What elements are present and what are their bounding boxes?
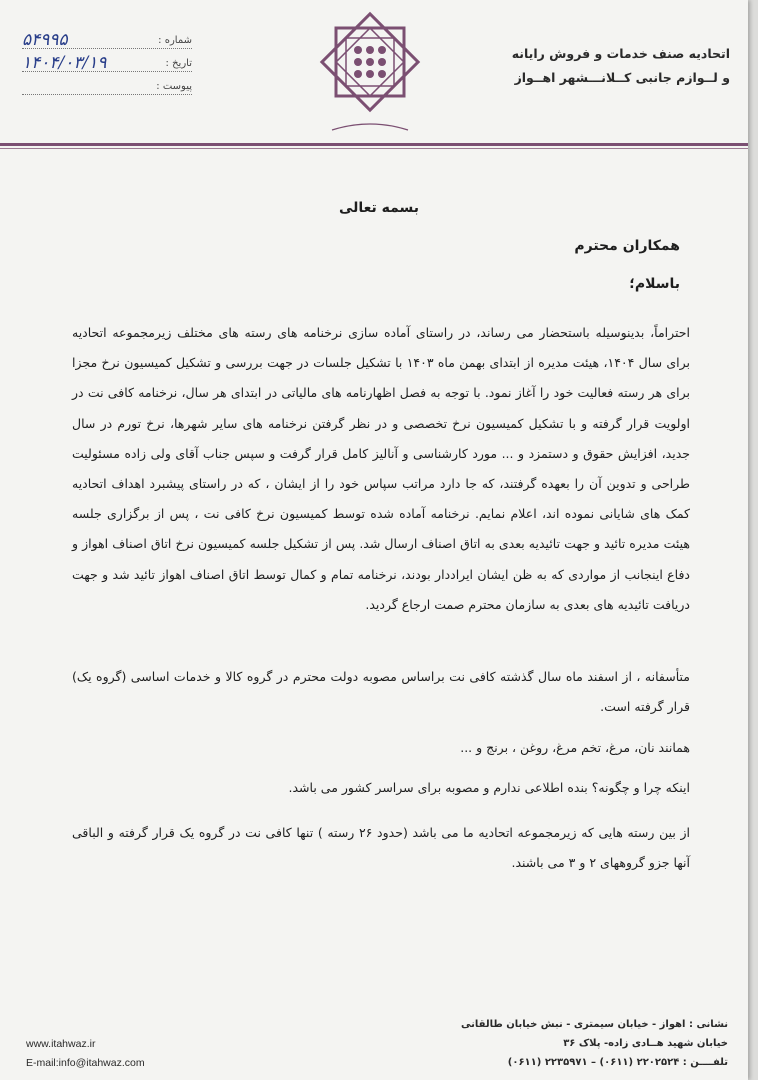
union-logo-emblem <box>318 6 422 146</box>
header-divider <box>0 143 748 146</box>
phone-line: تلفــــن : ۲۲۰۲۵۲۴ (۰۶۱۱) – ۲۲۳۵۹۷۱ (۰۶۱۱) <box>507 1057 728 1068</box>
email-link[interactable]: E-mail:info@itahwaz.com <box>26 1057 145 1069</box>
date-value: ۱۴۰۴/۰۳/۱۹ <box>22 53 107 73</box>
date-row <box>22 51 192 72</box>
address-line-2: خیابان شهید هــادی زاده- پلاک ۳۶ <box>563 1038 728 1049</box>
website-link[interactable]: www.itahwaz.ir <box>26 1038 96 1050</box>
reference-block <box>22 28 192 97</box>
org-line-2: و لــوازم جانبی کــلانـــشهر اهــواز <box>514 70 730 85</box>
paragraph-5: از بین رسته هایی که زیرمجموعه اتحادیه ما می باشد (حدود ۲۶ رسته ) تنها کافی نت در گروه یک قرار گرفته و الباقی آنها جزو گروههای ۲ و ۳ می باشند. <box>72 825 690 870</box>
number-label: شماره : <box>158 35 192 46</box>
date-label: تاریخ : <box>165 58 192 69</box>
organisation-name <box>430 42 730 90</box>
attachment-label: پیوست : <box>156 81 192 92</box>
paragraph-4: اینکه چرا و چگونه؟ بنده اطلاعی ندارم و مصوبه برای سراسر کشور می باشد. <box>288 780 690 795</box>
union-logo <box>318 6 422 146</box>
number-value: ۵۴۹۹۵ <box>22 30 68 50</box>
greeting: باسلام؛ <box>629 276 680 292</box>
header-divider-thin <box>0 148 748 149</box>
footer-contact <box>26 1035 145 1073</box>
invocation: بسمه تعالی <box>338 200 420 216</box>
address-line-1: نشانی : اهواز - خیابان سیمتری - نبش خیابان طالقانی <box>461 1019 728 1030</box>
number-row <box>22 28 192 49</box>
org-line-1: اتحادیه صنف خدمات و فروش رایانه <box>511 46 730 61</box>
salutation: همکاران محترم <box>574 238 680 254</box>
paragraph-1: احتراماً، بدینوسیله باستحضار می رساند، در راستای آماده سازی نرخنامه های رسته های مختلف زیرمجموعه اتحادیه برای سال ۱۴۰۴، هیئت مدیره از ابتدای بهمن ماه ۱۴۰۳ با تشکیل جلسات در جهت بررسی و تشکیل کمیسیون نرخ مجزا برای هر رسته فعالیت خود را آغاز نمود. با توجه به فصل اظهارنامه های مالیاتی در ابتدای هر سال، نرخنامه کافی نت در اولویت قرار گرفته و با تشکیل کمیسیون نرخ تخصصی و در نظر گرفتن نرخنامه های سایر شهرها، نرخ تورم در سال جدید، افزایش حقوق و دستمزد و ... مورد کارشناسی و آنالیز کامل قرار گرفت و سپس جناب آقای ولی زاده مسئولیت طراحی و تدوین آن را بعهده گرفتند، که جا دارد مراتب سپاس خود را از ایشان ، که در راستای پیشبرد اهداف اتحادیه کمک های شایانی نموده اند، اعلام نمایم. نرخنامه آماده شده توسط کمیسیون نرخ کافی نت ، پس از برگزاری جلسه هیئت مدیره تائید و جهت تائیدیه بعدی به اتاق اصناف ارسال شد. پس از تشکیل جلسه کمیسیون نرخ اتاق اصناف اهواز و دفاع اینجانب از مواردی که به ظن ایشان ایراددار بودند، نرخنامه تمام و کمال توسط اتاق اصناف اهواز تائید شد و جهت دریافت تائیدیه های بعدی به سازمان محترم صمت ارجاع گردید. <box>72 325 690 612</box>
paragraph-2: متأسفانه ، از اسفند ماه سال گذشته کافی نت براساس مصوبه دولت محترم در گروه کالا و خدمات اساسی (گروه یک) قرار گرفته است. <box>72 669 690 714</box>
paragraph-3: همانند نان، مرغ، تخم مرغ، روغن ، برنج و ... <box>460 740 690 755</box>
attachment-row <box>22 74 192 95</box>
footer-address <box>461 1015 728 1072</box>
